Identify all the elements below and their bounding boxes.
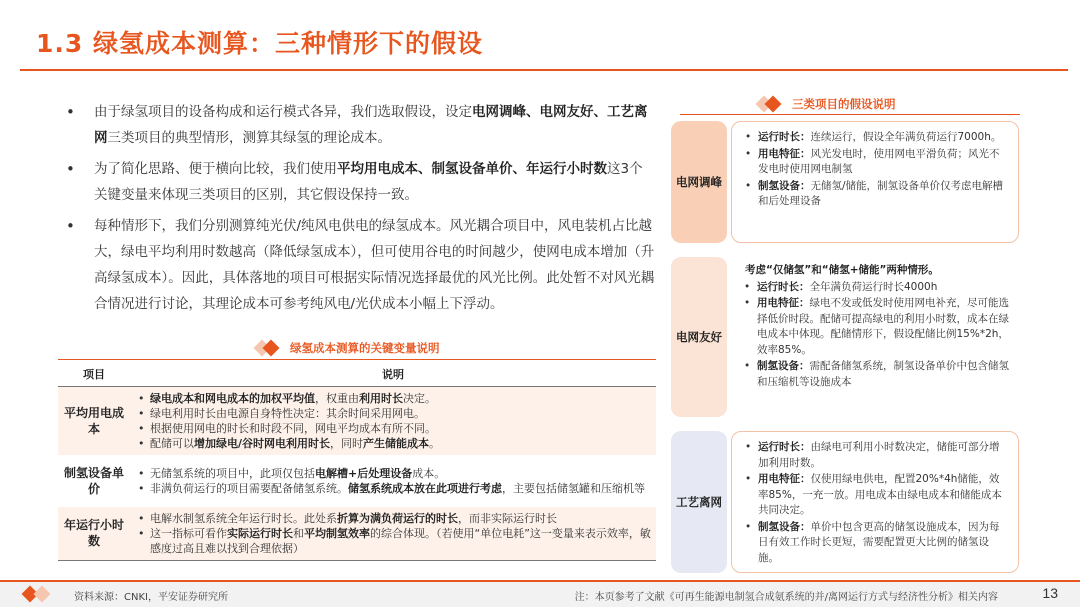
row-item: 年运行小时数: [58, 507, 130, 561]
caption-underline: [58, 359, 656, 360]
list-item: [741, 359, 1009, 390]
text-run: 和: [293, 526, 304, 540]
emphasis-text: 电解槽+后处理设备: [315, 466, 413, 480]
list-item: [742, 147, 1008, 178]
text-run: 为了简化思路、便于横向比较，我们使用: [94, 161, 337, 177]
key-variables-table: [58, 362, 656, 561]
emphasis-text: 电网调峰、电网友好、工艺离网: [94, 104, 648, 146]
row-item: 制氢设备单价: [58, 455, 130, 507]
emphasis-text: 实际运行时长: [227, 526, 293, 540]
list-item: [136, 511, 652, 526]
text-run: ，权重由: [315, 391, 359, 405]
diamond-icon: [756, 95, 784, 113]
table-row: [58, 455, 656, 507]
row-desc: [130, 507, 656, 561]
text-run: 绿电利用时长由电源自身特性决定：其余时间采用网电。: [150, 406, 425, 420]
text-run: 需配备储氢系统，制氢设备单价中包含储氢和压缩机等设施成本: [757, 360, 1009, 388]
bullet-item: [64, 99, 656, 151]
text-run: 全年满负荷运行时长4000h: [809, 280, 938, 293]
emphasis-text: 用电特征：: [758, 147, 811, 160]
emphasis-text: 储氢系统成本放在此项进行考虑: [348, 481, 502, 495]
footer: [0, 580, 1080, 607]
row-desc: [130, 455, 656, 507]
emphasis-text: 运行时长：: [758, 441, 811, 453]
list-item: [742, 520, 1008, 567]
text-run: 连续运行，假设全年满负荷运行7000h。: [810, 131, 1002, 143]
text-run: 电解水制氢系统全年运行时长。此处系: [150, 511, 337, 525]
scenario-box-grid-friendly: [731, 257, 1019, 417]
emphasis-text: 增加绿电/谷时网电利用时长: [194, 436, 331, 450]
text-run: 。: [429, 436, 441, 450]
table-caption-text: 绿氢成本测算的关键变量说明: [290, 341, 440, 355]
scenario-head: 考虑“仅储氢”和“储氢+储能”两种情形。: [745, 264, 939, 276]
text-run: 根据使用网电的时长和时段不同，网电平均成本有所不同。: [150, 421, 436, 435]
text-run: 配储可以: [150, 436, 194, 450]
text-run: 每种情形下，我们分别测算纯光伏/纯风电供电的绿氢成本。风光耦合项目中，风电装机占比越大，绿电平均利用时数越高（降低绿氢成本），但可使用谷电的时间越少，使网电成本增加（升高绿氢成本）。因此，具体落地的项目可根据实际情况选择最优的风光比例。此处暂不对风光耦合情况进行讨论，其理论成本可参考纯风电/光伏成本小幅上下浮动。: [94, 218, 655, 312]
row-item: 平均用电成本: [58, 386, 130, 455]
text-run: 的综合体现。（若使用“单位电耗”这一变量来表示效率，敏感度过高且难以找到合理依据）: [150, 526, 651, 555]
emphasis-text: 制氢设备：: [758, 179, 811, 192]
emphasis-text: 产生储能成本: [363, 436, 430, 450]
text-run: 这3个关键变量来体现三类项目的区别，其它假设保持一致。: [94, 161, 643, 203]
scenario-label-off-grid: 工艺离网: [671, 431, 727, 573]
page-title: 1.3 绿氢成本测算：三种情形下的假设: [36, 29, 483, 58]
text-run: 无储氢/储能，制氢设备单价仅考虑电解槽和后处理设备: [758, 179, 1004, 207]
list-item: [136, 406, 652, 421]
emphasis-text: 用电特征：: [757, 297, 810, 309]
table-header-row: [58, 362, 656, 386]
list-item: [742, 472, 1008, 519]
emphasis-text: 制氢设备：: [757, 360, 810, 372]
list-item: [136, 466, 652, 481]
caption-underline: [680, 114, 1020, 115]
text-run: 单价中包含更高的储氢设施成本，因为每日有效工作时长更短，需要配置更大比例的储氢设施。: [758, 520, 1000, 564]
emphasis-text: 制氢设备：: [758, 520, 811, 533]
text-run: 仅使用绿电供电，配置20%*4h储能，效率85%，一充一放。用电成本由绿电成本和储能成本共同决定。: [758, 473, 1002, 516]
list-item: [136, 526, 652, 556]
scenario-label-grid-peak: 电网调峰: [671, 121, 727, 243]
emphasis-text: 折算为满负荷运行的时长: [337, 511, 458, 525]
list-item: [136, 436, 652, 451]
text-run: 非满负荷运行的项目需要配备储氢系统。: [150, 481, 348, 495]
list-item: [136, 481, 652, 496]
text-run: 风光发电时，使用网电平滑负荷；风光不发电时使用网电制氢: [758, 147, 1000, 175]
emphasis-text: 平均用电成本、制氢设备单价、年运行小时数: [337, 161, 607, 177]
text-run: 绿电不发或低发时使用网电补充，尽可能选择低价时段。配储可提高绿电的利用小时数，成本在绿电成本中体现。配储情形下，假设配储比例15%*2h，效率85%。: [757, 297, 1009, 356]
emphasis-text: 运行时长：: [757, 280, 810, 293]
emphasis-text: 运行时长：: [758, 131, 811, 143]
text-run: 成本。: [412, 466, 446, 480]
list-item: [741, 296, 1009, 358]
text-run: ，主要包括储氢罐和压缩机等: [502, 481, 645, 495]
footer-source: 资料来源：CNKI，平安证券研究所: [74, 592, 228, 603]
text-run: 由绿电可利用小时数决定，储能可部分增加利用时数。: [758, 441, 1000, 469]
list-item: [742, 440, 1008, 471]
panel-caption: [756, 95, 896, 113]
table-caption: [254, 339, 440, 357]
text-run: 决定。: [403, 391, 436, 405]
bullet-list: [64, 99, 656, 322]
page-number: 13: [1042, 585, 1058, 601]
list-item: [136, 391, 652, 406]
scenario-box-off-grid: [731, 431, 1019, 573]
list-item: [136, 421, 652, 436]
text-run: ，同时: [330, 436, 364, 450]
text-run: ，而非实际运行时长: [458, 511, 557, 525]
logo-icon: [22, 584, 56, 604]
panel-caption-text: 三类项目的假设说明: [792, 97, 896, 111]
table-row: [58, 386, 656, 455]
footer-note: 注：本页参考了文献《可再生能源电制氢合成氨系统的并/离网运行方式与经济性分析》相关内容: [574, 592, 998, 603]
text-run: 三类项目的典型情形，测算其绿氢的理论成本。: [107, 130, 391, 146]
emphasis-text: 用电特征：: [758, 473, 811, 485]
title-divider: [20, 69, 1068, 71]
list-item: [742, 130, 1008, 146]
column-header: 项目: [58, 362, 130, 386]
bullet-item: [64, 213, 656, 317]
column-header: 说明: [130, 362, 656, 386]
text-run: 无储氢系统的项目中，此项仅包括: [150, 466, 315, 480]
scenario-label-grid-friendly: 电网友好: [671, 257, 727, 417]
list-item: [741, 280, 1009, 296]
row-desc: [130, 386, 656, 455]
scenario-box-grid-peak: [731, 121, 1019, 243]
list-item: [742, 179, 1008, 210]
bullet-item: [64, 156, 656, 208]
text-run: 这一指标可看作: [150, 526, 227, 540]
emphasis-text: 平均制氢效率: [304, 526, 370, 540]
emphasis-text: 利用时长: [359, 391, 403, 405]
text-run: 由于绿氢项目的设备构成和运行模式各异，我们选取假设，设定: [94, 104, 472, 120]
emphasis-text: 绿电成本和网电成本的加权平均值: [150, 391, 315, 405]
diamond-icon: [254, 339, 282, 357]
table-row: [58, 507, 656, 561]
